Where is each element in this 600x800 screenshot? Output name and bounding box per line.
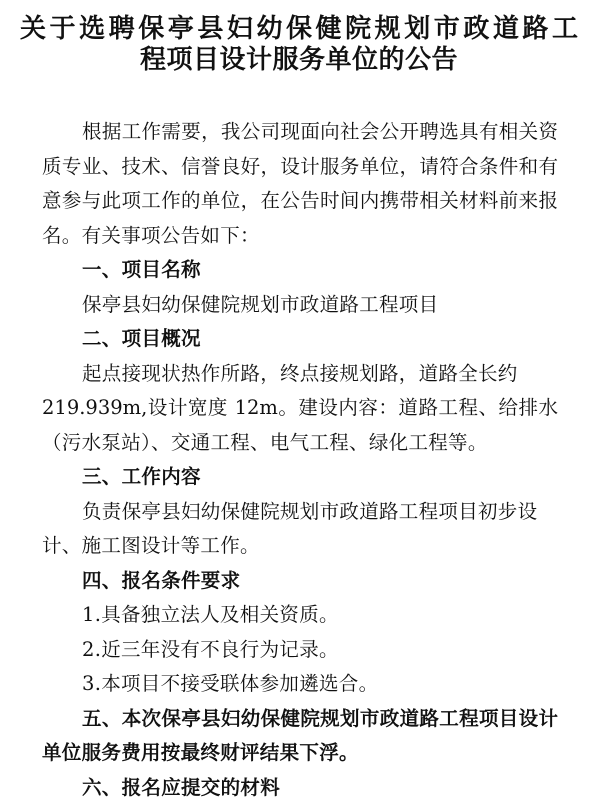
section-heading-requirements: 四、报名条件要求	[82, 568, 241, 592]
section-text-line: 219.939m,设计宽度 12m。建设内容：道路工程、给排水	[42, 397, 558, 419]
section-text-line: 起点接现状热作所路，终点接规划路，道路全长约	[82, 361, 518, 385]
requirement-item: 3.本项目不接受联体参加遴选合。	[82, 672, 379, 695]
section-heading-work-content: 三、工作内容	[82, 465, 201, 488]
section-heading-project-overview: 二、项目概况	[82, 327, 201, 350]
intro-line: 根据工作需要，我公司现面向社会公开聘选具有相关资	[82, 121, 558, 143]
section-heading-materials: 六、报名应提交的材料	[82, 775, 281, 799]
section-heading-service-fee: 五、本次保亭县妇幼保健院规划市政道路工程项目设计	[82, 707, 558, 730]
requirement-item: 1.具备独立法人及相关资质。	[82, 603, 339, 626]
title-line: 程项目设计服务单位的公告	[139, 45, 458, 75]
section-text-line: 计、施工图设计等工作。	[42, 534, 260, 557]
intro-line: 名。有关事项公告如下：	[42, 223, 260, 247]
intro-line: 质专业、技术、信誉良好，设计服务单位，请符合条件和有	[42, 155, 558, 178]
section-text-line: 保亭县妇幼保健院规划市政道路工程项目	[82, 292, 439, 316]
section-text-line: 负责保亭县妇幼保健院规划市政道路工程项目初步设	[82, 499, 538, 523]
document-body	[42, 121, 558, 799]
intro-line: 意参与此项工作的单位，在公告时间内携带相关材料前来报	[42, 190, 558, 212]
requirement-item: 2.近三年没有不良行为记录。	[82, 637, 339, 661]
section-heading-service-fee-cont: 单位服务费用按最终财评结果下浮。	[42, 741, 359, 764]
document-title	[20, 14, 578, 76]
section-heading-project-name: 一、项目名称	[82, 258, 201, 281]
title-line: 关于选聘保亭县妇幼保健院规划市政道路工	[20, 14, 578, 44]
section-text-line: （污水泵站）、交通工程、电气工程、绿化工程等。	[42, 430, 488, 454]
